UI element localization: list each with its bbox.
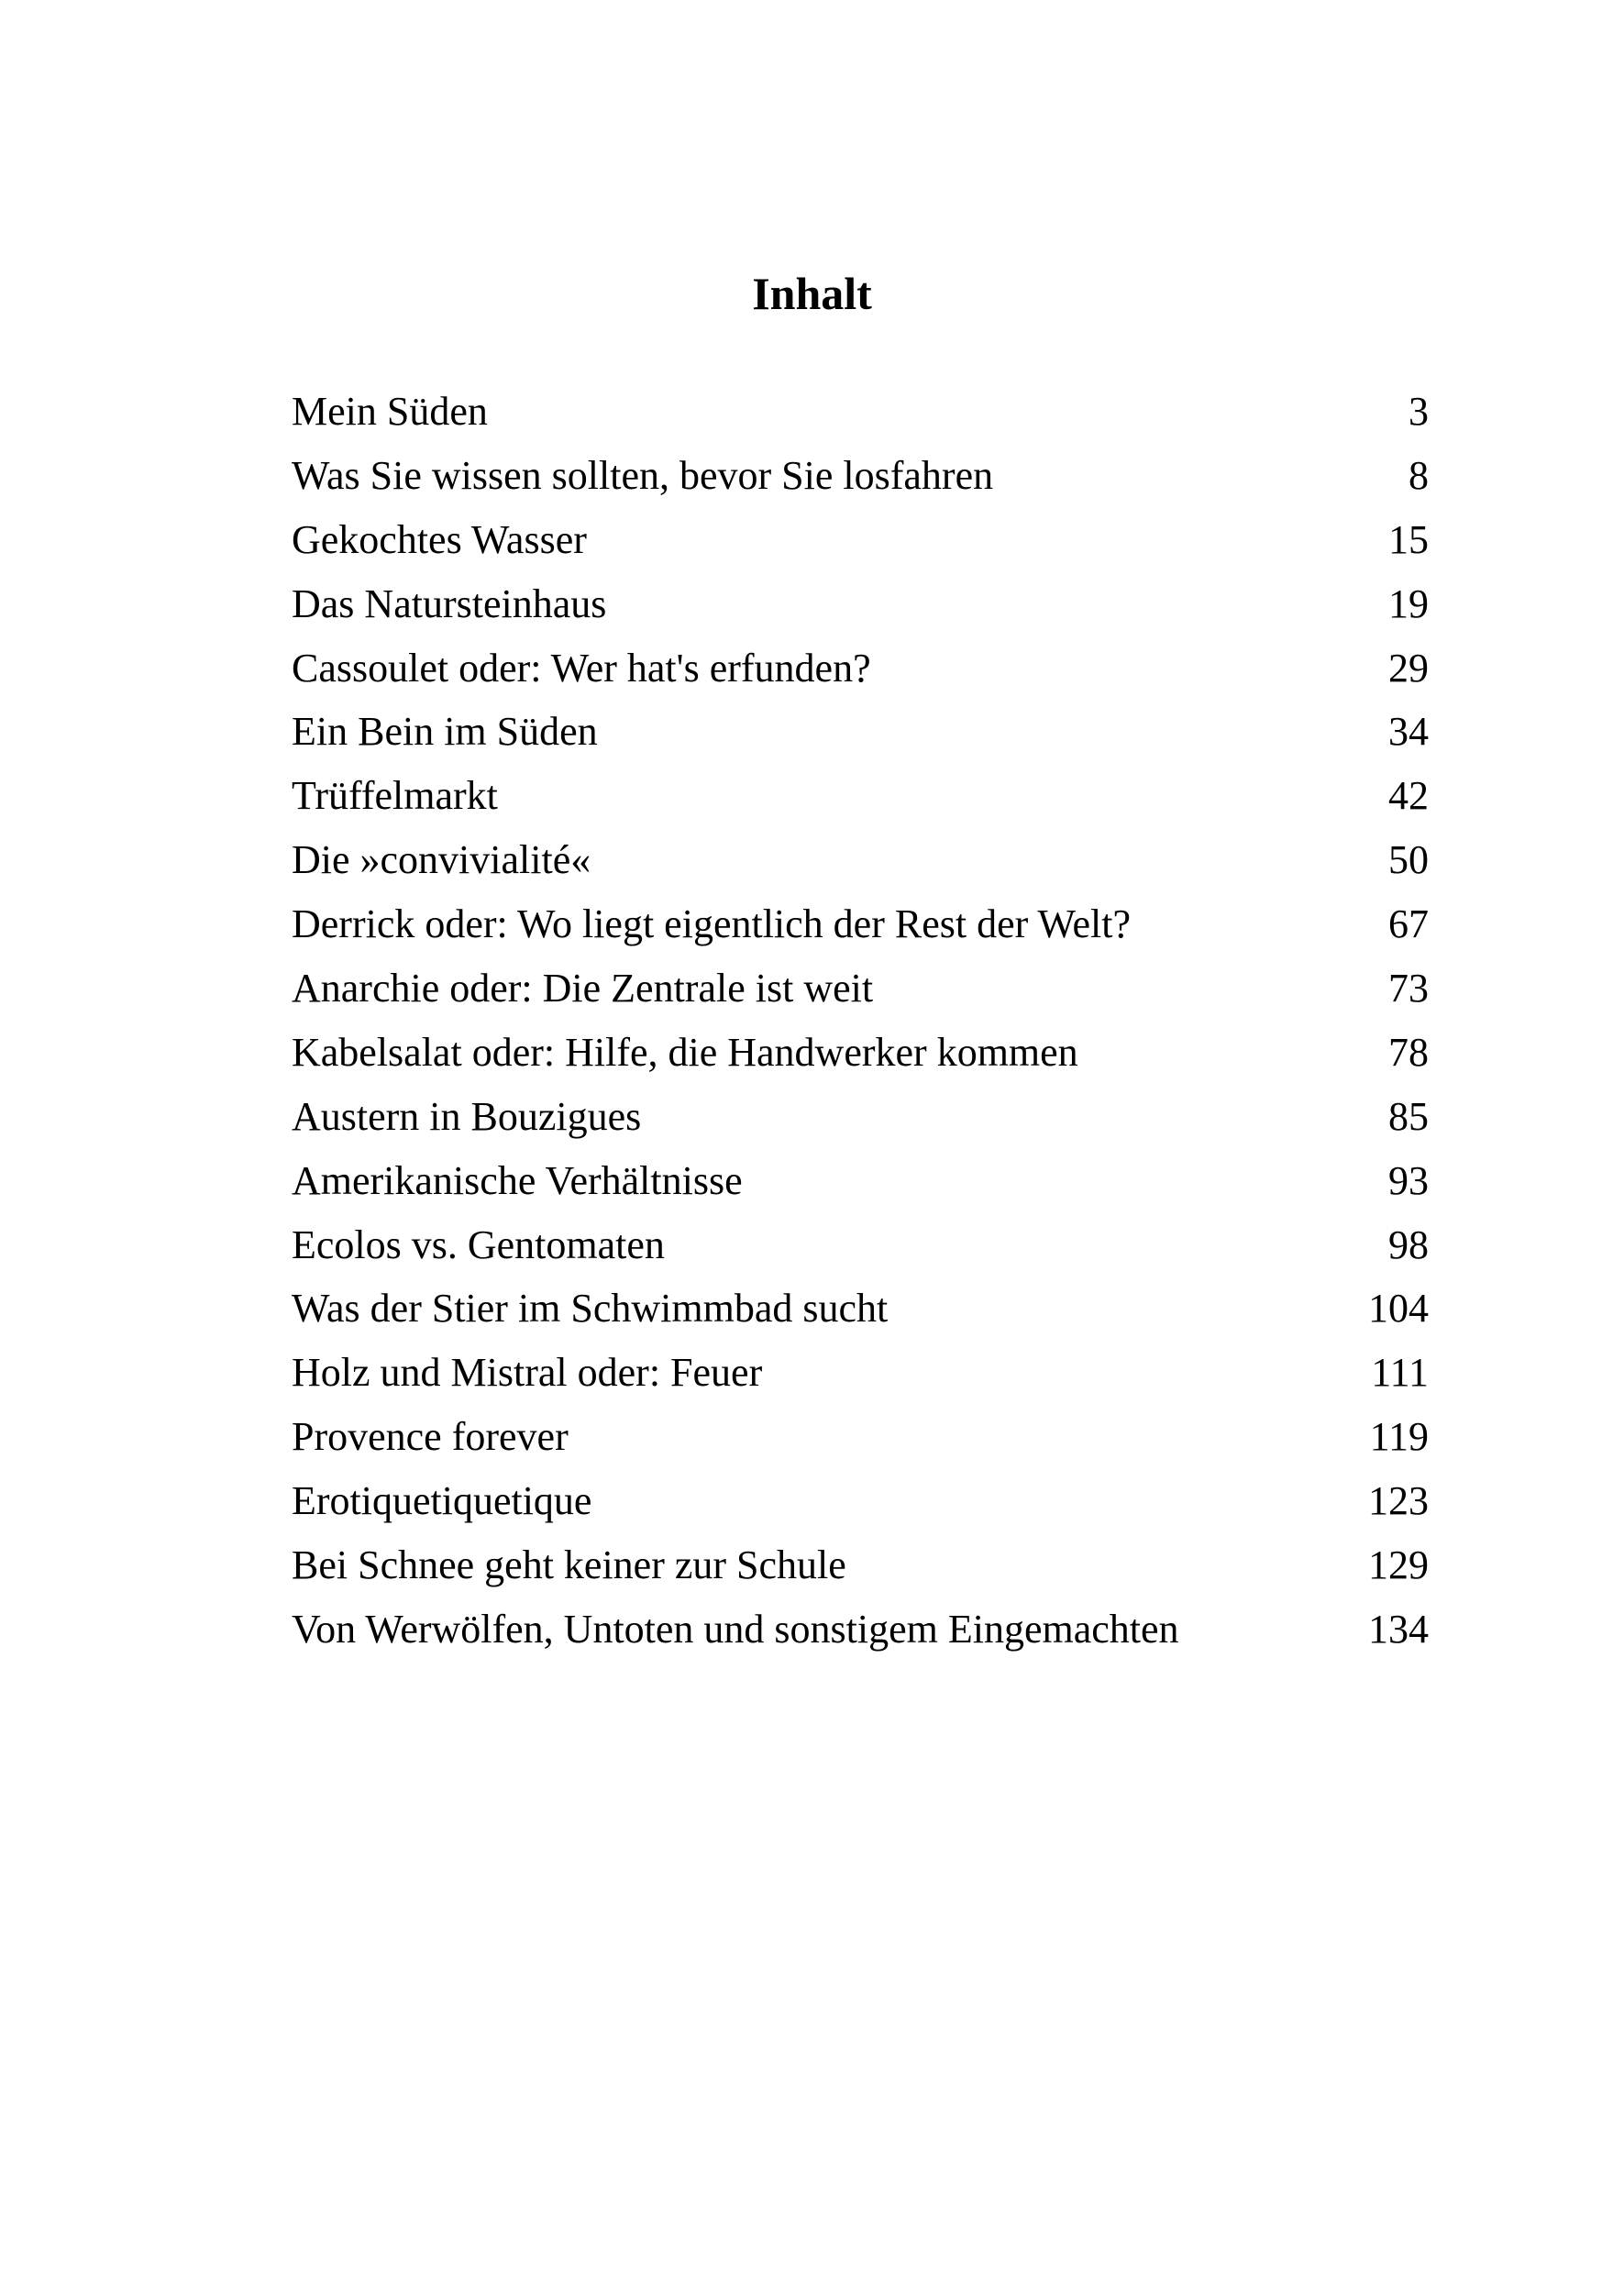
toc-entry-title: Ecolos vs. Gentomaten xyxy=(292,1221,665,1267)
toc-entry-page: 42 xyxy=(1388,773,1429,819)
toc-entry-page: 67 xyxy=(1388,901,1429,947)
toc-entry-title: Holz und Mistral oder: Feuer xyxy=(292,1350,763,1396)
toc-entry-title: Anarchie oder: Die Zentrale ist weit xyxy=(292,966,874,1011)
toc-entry xyxy=(292,1213,1429,1277)
toc-entry-title: Mein Süden xyxy=(292,389,488,434)
toc-entry xyxy=(292,1021,1429,1085)
toc-entry xyxy=(292,700,1429,764)
toc-entry xyxy=(292,444,1429,508)
toc-entry-title: Was Sie wissen sollten, bevor Sie losfahren xyxy=(292,452,994,498)
toc-entry xyxy=(292,956,1429,1021)
toc-entry-page: 119 xyxy=(1369,1414,1429,1460)
toc-entry xyxy=(292,1085,1429,1149)
toc-entry-page: 129 xyxy=(1368,1542,1429,1588)
toc-entry xyxy=(292,572,1429,636)
toc-entry xyxy=(292,764,1429,828)
table-of-contents xyxy=(292,380,1429,1662)
toc-entry-page: 34 xyxy=(1388,709,1429,755)
toc-entry-title: Gekochtes Wasser xyxy=(292,516,587,562)
toc-entry-title: Die »convivialité« xyxy=(292,837,591,883)
toc-entry-page: 15 xyxy=(1388,516,1429,562)
toc-entry-page: 3 xyxy=(1409,389,1429,434)
toc-entry xyxy=(292,508,1429,572)
toc-entry xyxy=(292,1597,1429,1662)
toc-entry-title: Austern in Bouzigues xyxy=(292,1093,642,1139)
toc-entry-page: 104 xyxy=(1368,1286,1429,1332)
toc-entry-title: Von Werwölfen, Untoten und sonstigem Eingemachten xyxy=(292,1606,1179,1652)
toc-entry xyxy=(292,1469,1429,1533)
toc-entry-title: Trüffelmarkt xyxy=(292,773,498,819)
toc-entry-page: 50 xyxy=(1388,837,1429,883)
toc-entry-title: Provence forever xyxy=(292,1414,569,1460)
toc-entry-page: 111 xyxy=(1371,1350,1429,1396)
toc-entry xyxy=(292,828,1429,892)
toc-entry xyxy=(292,1149,1429,1213)
toc-entry xyxy=(292,380,1429,444)
toc-entry xyxy=(292,1405,1429,1469)
toc-entry-page: 93 xyxy=(1388,1157,1429,1203)
page-title: Inhalt xyxy=(752,268,872,319)
toc-entry xyxy=(292,1533,1429,1597)
toc-entry-title: Cassoulet oder: Wer hat's erfunden? xyxy=(292,645,871,691)
toc-entry-page: 73 xyxy=(1388,966,1429,1011)
toc-entry-page: 19 xyxy=(1388,580,1429,626)
toc-entry-page: 78 xyxy=(1388,1029,1429,1075)
toc-entry-title: Das Natursteinhaus xyxy=(292,580,607,626)
toc-entry-page: 85 xyxy=(1388,1093,1429,1139)
toc-entry-title: Erotiquetiquetique xyxy=(292,1478,592,1524)
toc-entry xyxy=(292,636,1429,701)
toc-entry xyxy=(292,1341,1429,1405)
toc-entry-title: Amerikanische Verhältnisse xyxy=(292,1157,743,1203)
toc-entry xyxy=(292,892,1429,956)
toc-entry-page: 29 xyxy=(1388,645,1429,691)
toc-entry-page: 98 xyxy=(1388,1221,1429,1267)
toc-entry-title: Bei Schnee geht keiner zur Schule xyxy=(292,1542,846,1588)
toc-entry-title: Derrick oder: Wo liegt eigentlich der Rest der Welt? xyxy=(292,901,1131,947)
toc-entry-page: 8 xyxy=(1409,452,1429,498)
toc-entry-title: Kabelsalat oder: Hilfe, die Handwerker kommen xyxy=(292,1029,1078,1075)
toc-entry-title: Ein Bein im Süden xyxy=(292,709,598,755)
toc-entry-page: 123 xyxy=(1368,1478,1429,1524)
toc-entry-page: 134 xyxy=(1368,1606,1429,1652)
toc-entry xyxy=(292,1277,1429,1341)
toc-entry-title: Was der Stier im Schwimmbad sucht xyxy=(292,1286,889,1332)
